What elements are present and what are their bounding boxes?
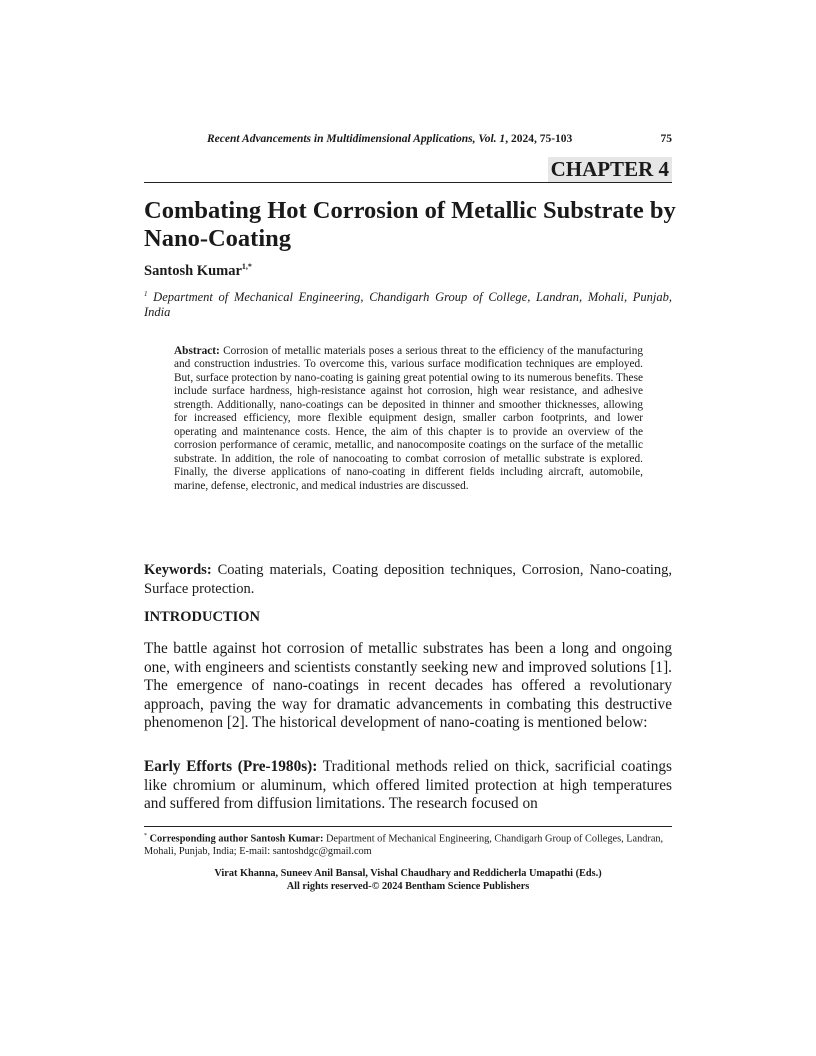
early-efforts-label: Early Efforts (Pre-1980s): [144, 758, 318, 775]
keywords-text: Coating materials, Coating deposition techniques, Corrosion, Nano-coating, Surface protection. [144, 562, 673, 597]
affiliation-text: Department of Mechanical Engineering, Chandigarh Group of College, Landran, Mohali, Punjab, India [144, 290, 672, 320]
footnote-label: Corresponding author Santosh Kumar: [149, 833, 324, 845]
page-number: 75 [660, 133, 672, 145]
footnote [144, 830, 672, 858]
section-heading-introduction: INTRODUCTION [144, 609, 261, 625]
chapter-label: CHAPTER 4 [548, 157, 672, 182]
journal-citation [207, 133, 572, 145]
keywords [144, 561, 672, 599]
author-marks: 1,* [241, 262, 252, 271]
keywords-label: Keywords: [144, 562, 212, 578]
author-line [144, 262, 252, 280]
author-name: Santosh Kumar [144, 262, 242, 279]
publisher-info [144, 868, 672, 893]
abstract [174, 345, 643, 493]
footnote-mark: * [144, 833, 147, 839]
abstract-label: Abstract: [174, 345, 220, 357]
editors-line: Virat Khanna, Suneev Anil Bansal, Vishal Chaudhary and Reddicherla Umapathi (Eds.) [214, 868, 602, 879]
footnote-divider [144, 826, 672, 827]
author-affiliation [144, 287, 672, 320]
introduction-paragraph: The battle against hot corrosion of metallic substrates has been a long and ongoing one, with engineers and scientists constantly seeking new and improved solutions [1]. The emergence of nano-coatings in recent decades has offered a revolutionary approach, paving the way for dramatic advancements in combating this destructive phenomenon [2]. The historical development of nano-coating is mentioned below: [144, 640, 672, 732]
early-efforts-text: Traditional methods relied on thick, sacrificial coatings like chromium or aluminum, which offered limited protection at high temperatures and suffered from diffusion limitations. The research focused on [144, 758, 672, 813]
abstract-text: Corrosion of metallic materials poses a serious threat to the efficiency of the manufacturing and construction industries. To overcome this, various surface modification techniques are employed. But, surface protection by nano-coating is gaining great potential owing to its numerous benefits. These include surface hardness, high-resistance against hot corrosion, high wear resistance, and adhesive strength. Additionally, nano-coatings can be deposited in thinner and smoother thicknesses, allowing for increased efficiency, more flexible equipment design, smaller carbon footprints, and lower operating and maintenance costs. Hence, the aim of this chapter is to provide an overview of the corrosion performance of ceramic, metallic, and nanocomposite coatings on the surface of the metallic substrate. In addition, the role of nanocoating to combat corrosion of metallic substrate is explored. Finally, the diverse applications of nano-coating in different fields including aircraft, automobile, marine, defense, electronic, and medical industries are discussed. [174, 345, 643, 492]
footnote-text: Department of Mechanical Engineering, Chandigarh Group of Colleges, Landran, Mohali, Punjab, India; E-mail: santoshdgc@gmail.com [144, 833, 664, 857]
journal-name: Recent Advancements in Multidimensional Applications, Vol. 1 [207, 133, 506, 145]
chapter-title: Combating Hot Corrosion of Metallic Substrate by Nano-Coating [144, 197, 676, 252]
early-efforts-paragraph [144, 758, 672, 814]
chapter-divider [144, 182, 672, 183]
journal-year-pages: , 2024, 75-103 [505, 133, 573, 145]
rights-line: All rights reserved-© 2024 Bentham Science Publishers [286, 880, 530, 892]
affiliation-mark: 1 [144, 290, 148, 298]
